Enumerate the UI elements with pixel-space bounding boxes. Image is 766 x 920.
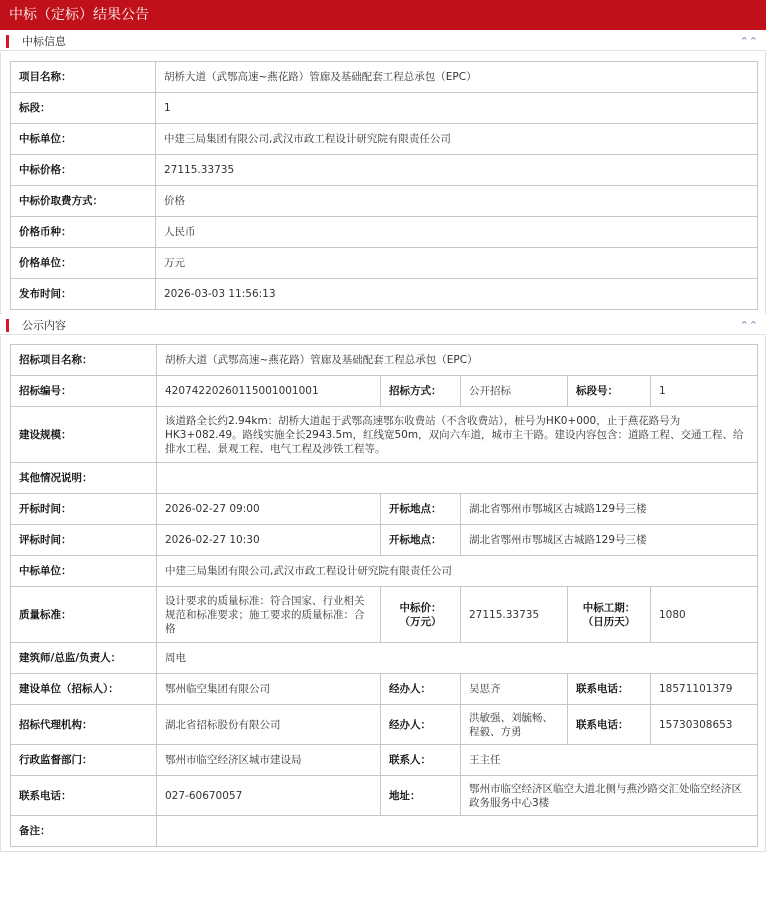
field-label: 中标单位： <box>11 556 157 587</box>
field-label: 中标价格： <box>11 155 156 186</box>
table-row <box>11 186 758 217</box>
period-value: 1080 <box>651 587 758 643</box>
section-title: 中标信息 <box>22 35 66 48</box>
open-time-value: 2026-02-27 09:00 <box>157 494 381 525</box>
field-label: 标段号： <box>568 376 651 407</box>
eval-time-value: 2026-02-27 10:30 <box>157 525 381 556</box>
table-row <box>11 674 758 705</box>
field-label: 地址： <box>381 776 461 816</box>
field-value: 万元 <box>156 248 758 279</box>
section-header-bid-info <box>0 33 766 51</box>
field-label: 联系电话： <box>568 705 651 745</box>
field-label: 价格单位： <box>11 248 156 279</box>
section-title: 公示内容 <box>22 319 66 332</box>
field-value: 2026-03-03 11:56:13 <box>156 279 758 310</box>
field-label: 质量标准： <box>11 587 157 643</box>
field-label: 行政监督部门： <box>11 745 157 776</box>
contact-value: 王主任 <box>461 745 758 776</box>
field-value: 1 <box>156 93 758 124</box>
table-row <box>11 248 758 279</box>
field-label: 开标地点： <box>381 494 461 525</box>
owner-value: 鄂州临空集团有限公司 <box>157 674 381 705</box>
field-label: 联系电话： <box>11 776 157 816</box>
table-row <box>11 556 758 587</box>
manager-value: 周电 <box>157 643 758 674</box>
field-label: 其他情况说明： <box>11 463 157 494</box>
field-value: 27115.33735 <box>156 155 758 186</box>
price-label-line1: 中标价： <box>399 601 442 614</box>
period-label-line1: 中标工期： <box>582 601 636 614</box>
table-row <box>11 494 758 525</box>
field-label: 中标单位： <box>11 124 156 155</box>
table-row <box>11 124 758 155</box>
field-label: 开标时间： <box>11 494 157 525</box>
table-row <box>11 525 758 556</box>
field-label: 联系人： <box>381 745 461 776</box>
scale-value: 该道路全长约2.94km：胡桥大道起于武鄂高速鄂东收费站（不含收费站），桩号为HK0+000，止于燕花路号为HK3+082.49。路线实施全长2943.5m，红线宽50m，双向六车道，城市主干路。建设内容包含：道路工程、交通工程、给排水工程、景观工程、电气工程及涉铁工程等。 <box>157 407 758 463</box>
open-place-value: 湖北省鄂州市鄂城区古城路129号三楼 <box>461 494 758 525</box>
address-value: 鄂州市临空经济区临空大道北侧与燕沙路交汇处临空经济区政务服务中心3楼 <box>461 776 758 816</box>
table-row <box>11 643 758 674</box>
field-label: 建设单位（招标人）： <box>11 674 157 705</box>
bid-info-table <box>10 61 758 310</box>
publicity-table <box>10 344 758 847</box>
field-label: 中标价取费方式： <box>11 186 156 217</box>
field-label: 经办人： <box>381 705 461 745</box>
section-no-value: 1 <box>651 376 758 407</box>
field-label <box>568 587 651 643</box>
field-label: 招标方式： <box>381 376 461 407</box>
field-value: 中建三局集团有限公司,武汉市政工程设计研究院有限责任公司 <box>156 124 758 155</box>
table-row <box>11 745 758 776</box>
table-row <box>11 279 758 310</box>
table-row <box>11 376 758 407</box>
owner-phone-value: 18571101379 <box>651 674 758 705</box>
project-name-value: 胡桥大道（武鄂高速~燕花路）管廊及基础配套工程总承包（EPC） <box>157 345 758 376</box>
field-label: 评标时间： <box>11 525 157 556</box>
table-row <box>11 93 758 124</box>
table-row <box>11 407 758 463</box>
owner-agent-value: 吴思齐 <box>461 674 568 705</box>
supervisor-value: 鄂州市临空经济区城市建设局 <box>157 745 381 776</box>
phone-value: 027-60670057 <box>157 776 381 816</box>
field-label: 项目名称： <box>11 62 156 93</box>
field-label: 经办人： <box>381 674 461 705</box>
agency-value: 湖北省招标股份有限公司 <box>157 705 381 745</box>
winner-value: 中建三局集团有限公司,武汉市政工程设计研究院有限责任公司 <box>157 556 758 587</box>
table-row <box>11 705 758 745</box>
table-row <box>11 345 758 376</box>
field-label: 发布时间： <box>11 279 156 310</box>
collapse-icon[interactable]: ⌃⌃ <box>739 35 758 48</box>
field-label: 标段： <box>11 93 156 124</box>
field-label: 招标代理机构： <box>11 705 157 745</box>
remark-value <box>157 816 758 847</box>
quality-value: 设计要求的质量标准：符合国家、行业相关规范和标准要求；施工要求的质量标准：合格 <box>157 587 381 643</box>
field-value: 胡桥大道（武鄂高速~燕花路）管廊及基础配套工程总承包（EPC） <box>156 62 758 93</box>
field-label: 建筑师/总监/负责人： <box>11 643 157 674</box>
other-value <box>157 463 758 494</box>
table-row <box>11 463 758 494</box>
period-label-line2: （日历天） <box>582 615 636 628</box>
table-row <box>11 816 758 847</box>
collapse-icon[interactable]: ⌃⌃ <box>739 319 758 332</box>
table-row <box>11 776 758 816</box>
field-label: 建设规模： <box>11 407 157 463</box>
section-header-publicity <box>0 317 766 335</box>
field-label: 联系电话： <box>568 674 651 705</box>
table-row <box>11 155 758 186</box>
bid-no-value: 42074220260115001001001 <box>157 376 381 407</box>
field-label: 开标地点： <box>381 525 461 556</box>
price-label-line2: （万元） <box>399 615 442 628</box>
field-value: 价格 <box>156 186 758 217</box>
field-label: 备注： <box>11 816 157 847</box>
table-row <box>11 62 758 93</box>
field-value: 人民币 <box>156 217 758 248</box>
field-label: 价格币种： <box>11 217 156 248</box>
section-marker <box>6 319 9 332</box>
section-marker <box>6 35 9 48</box>
field-label: 招标项目名称： <box>11 345 157 376</box>
field-label <box>381 587 461 643</box>
bid-method-value: 公开招标 <box>461 376 568 407</box>
agency-agent-value: 洪敏强、刘毓畅、程毅、方勇 <box>461 705 568 745</box>
eval-place-value: 湖北省鄂州市鄂城区古城路129号三楼 <box>461 525 758 556</box>
table-row <box>11 587 758 643</box>
price-value: 27115.33735 <box>461 587 568 643</box>
table-row <box>11 217 758 248</box>
agency-phone-value: 15730308653 <box>651 705 758 745</box>
field-label: 招标编号： <box>11 376 157 407</box>
page-title: 中标（定标）结果公告 <box>0 0 766 30</box>
